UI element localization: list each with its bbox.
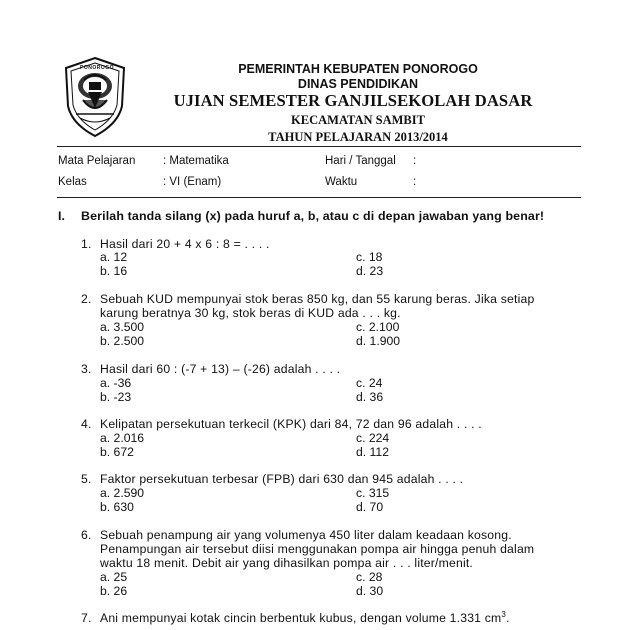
option-a: a. -36 (100, 376, 132, 390)
header-district: KECAMATAN SAMBIT (291, 113, 425, 127)
option-b: b. 16 (100, 264, 128, 278)
question-text: Sebuah penampung air yang volumenya 450 liter dalam keadaan kosong. (100, 528, 512, 542)
option-b: b. -23 (100, 390, 132, 404)
logo-text: PONOROGO (80, 65, 115, 71)
question-text: karung beratnya 30 kg, stok beras di KUD ada . . . kg. (100, 306, 401, 320)
question-text: Hasil dari 60 : (-7 + 13) – (-26) adalah . . . . (100, 362, 341, 376)
option-c: c. 224 (356, 431, 390, 445)
question-number: 4. (81, 417, 92, 431)
question-text: waktu 18 menit. Debit air yang dihasilkan pompa air . . . liter/menit. (100, 556, 474, 570)
question-text: Sebuah KUD mempunyai stok beras 850 kg, dan 55 karung beras. Jika setiap (100, 292, 535, 306)
option-a: a. 12 (100, 250, 128, 264)
option-c: c. 18 (356, 250, 383, 264)
question-number: 5. (81, 472, 92, 486)
option-b: b. 672 (100, 445, 134, 459)
ponorogo-logo (62, 56, 128, 138)
question-number: 2. (81, 292, 92, 306)
option-c: c. 28 (356, 570, 383, 584)
option-c: c. 24 (356, 376, 383, 390)
cubic-superscript: 3 (501, 609, 507, 619)
option-d: d. 70 (356, 500, 384, 514)
option-d: d. 112 (356, 445, 389, 459)
question-number: 1. (81, 237, 92, 251)
option-b: b. 630 (100, 500, 134, 514)
header-department: DINAS PENDIDIKAN (297, 77, 419, 91)
subject-label: Mata Pelajaran (58, 155, 136, 167)
section-instruction: Berilah tanda silang (x) pada huruf a, b, atau c di depan jawaban yang benar! (81, 209, 545, 223)
option-a: a. 2.590 (100, 486, 145, 500)
question-text-end: . (506, 611, 510, 625)
section-number: I. (58, 209, 65, 223)
question-number: 7. (81, 611, 92, 625)
option-a: a. 25 (100, 570, 128, 584)
option-b: b. 2.500 (100, 334, 145, 348)
question-text: Faktor persekutuan terbesar (FPB) dari 630 dan 945 adalah . . . . (100, 472, 464, 486)
option-a: a. 3.500 (100, 320, 145, 334)
option-a: a. 2.016 (100, 431, 145, 445)
header-exam-title: UJIAN SEMESTER GANJILSEKOLAH DASAR (173, 91, 533, 110)
class-label: Kelas (58, 176, 87, 188)
question-text: Kelipatan persekutuan terkecil (KPK) dari 84, 72 dan 96 adalah . . . . (100, 417, 482, 431)
time-value: : (413, 176, 417, 188)
subject-value: : Matematika (163, 155, 229, 167)
option-b: b. 26 (100, 584, 128, 598)
question-number: 6. (81, 528, 92, 542)
class-value: : VI (Enam) (163, 176, 222, 188)
question-text-main: Ani mempunyai kotak cincin berbentuk kubus, dengan volume 1.331 cm (100, 611, 502, 625)
date-label: Hari / Tanggal (325, 155, 396, 167)
question-text: Penampungan air tersebut diisi menggunakan pompa air hingga penuh dalam (100, 542, 535, 556)
header-government: PEMERINTAH KEBUPATEN PONOROGO (238, 62, 478, 76)
option-d: d. 1.900 (356, 334, 401, 348)
option-d: d. 23 (356, 264, 384, 278)
header-school-year: TAHUN PELAJARAN 2013/2014 (268, 130, 448, 144)
question-text (100, 611, 510, 625)
date-value: : (413, 155, 417, 167)
option-d: d. 36 (356, 390, 384, 404)
question-text: Hasil dari 20 + 4 x 6 : 8 = . . . . (100, 237, 270, 251)
option-d: d. 30 (356, 584, 384, 598)
header-rule (57, 146, 581, 147)
info-rule (57, 197, 581, 198)
time-label: Waktu (325, 176, 358, 188)
option-c: c. 315 (356, 486, 390, 500)
option-c: c. 2.100 (356, 320, 400, 334)
question-number: 3. (81, 362, 92, 376)
